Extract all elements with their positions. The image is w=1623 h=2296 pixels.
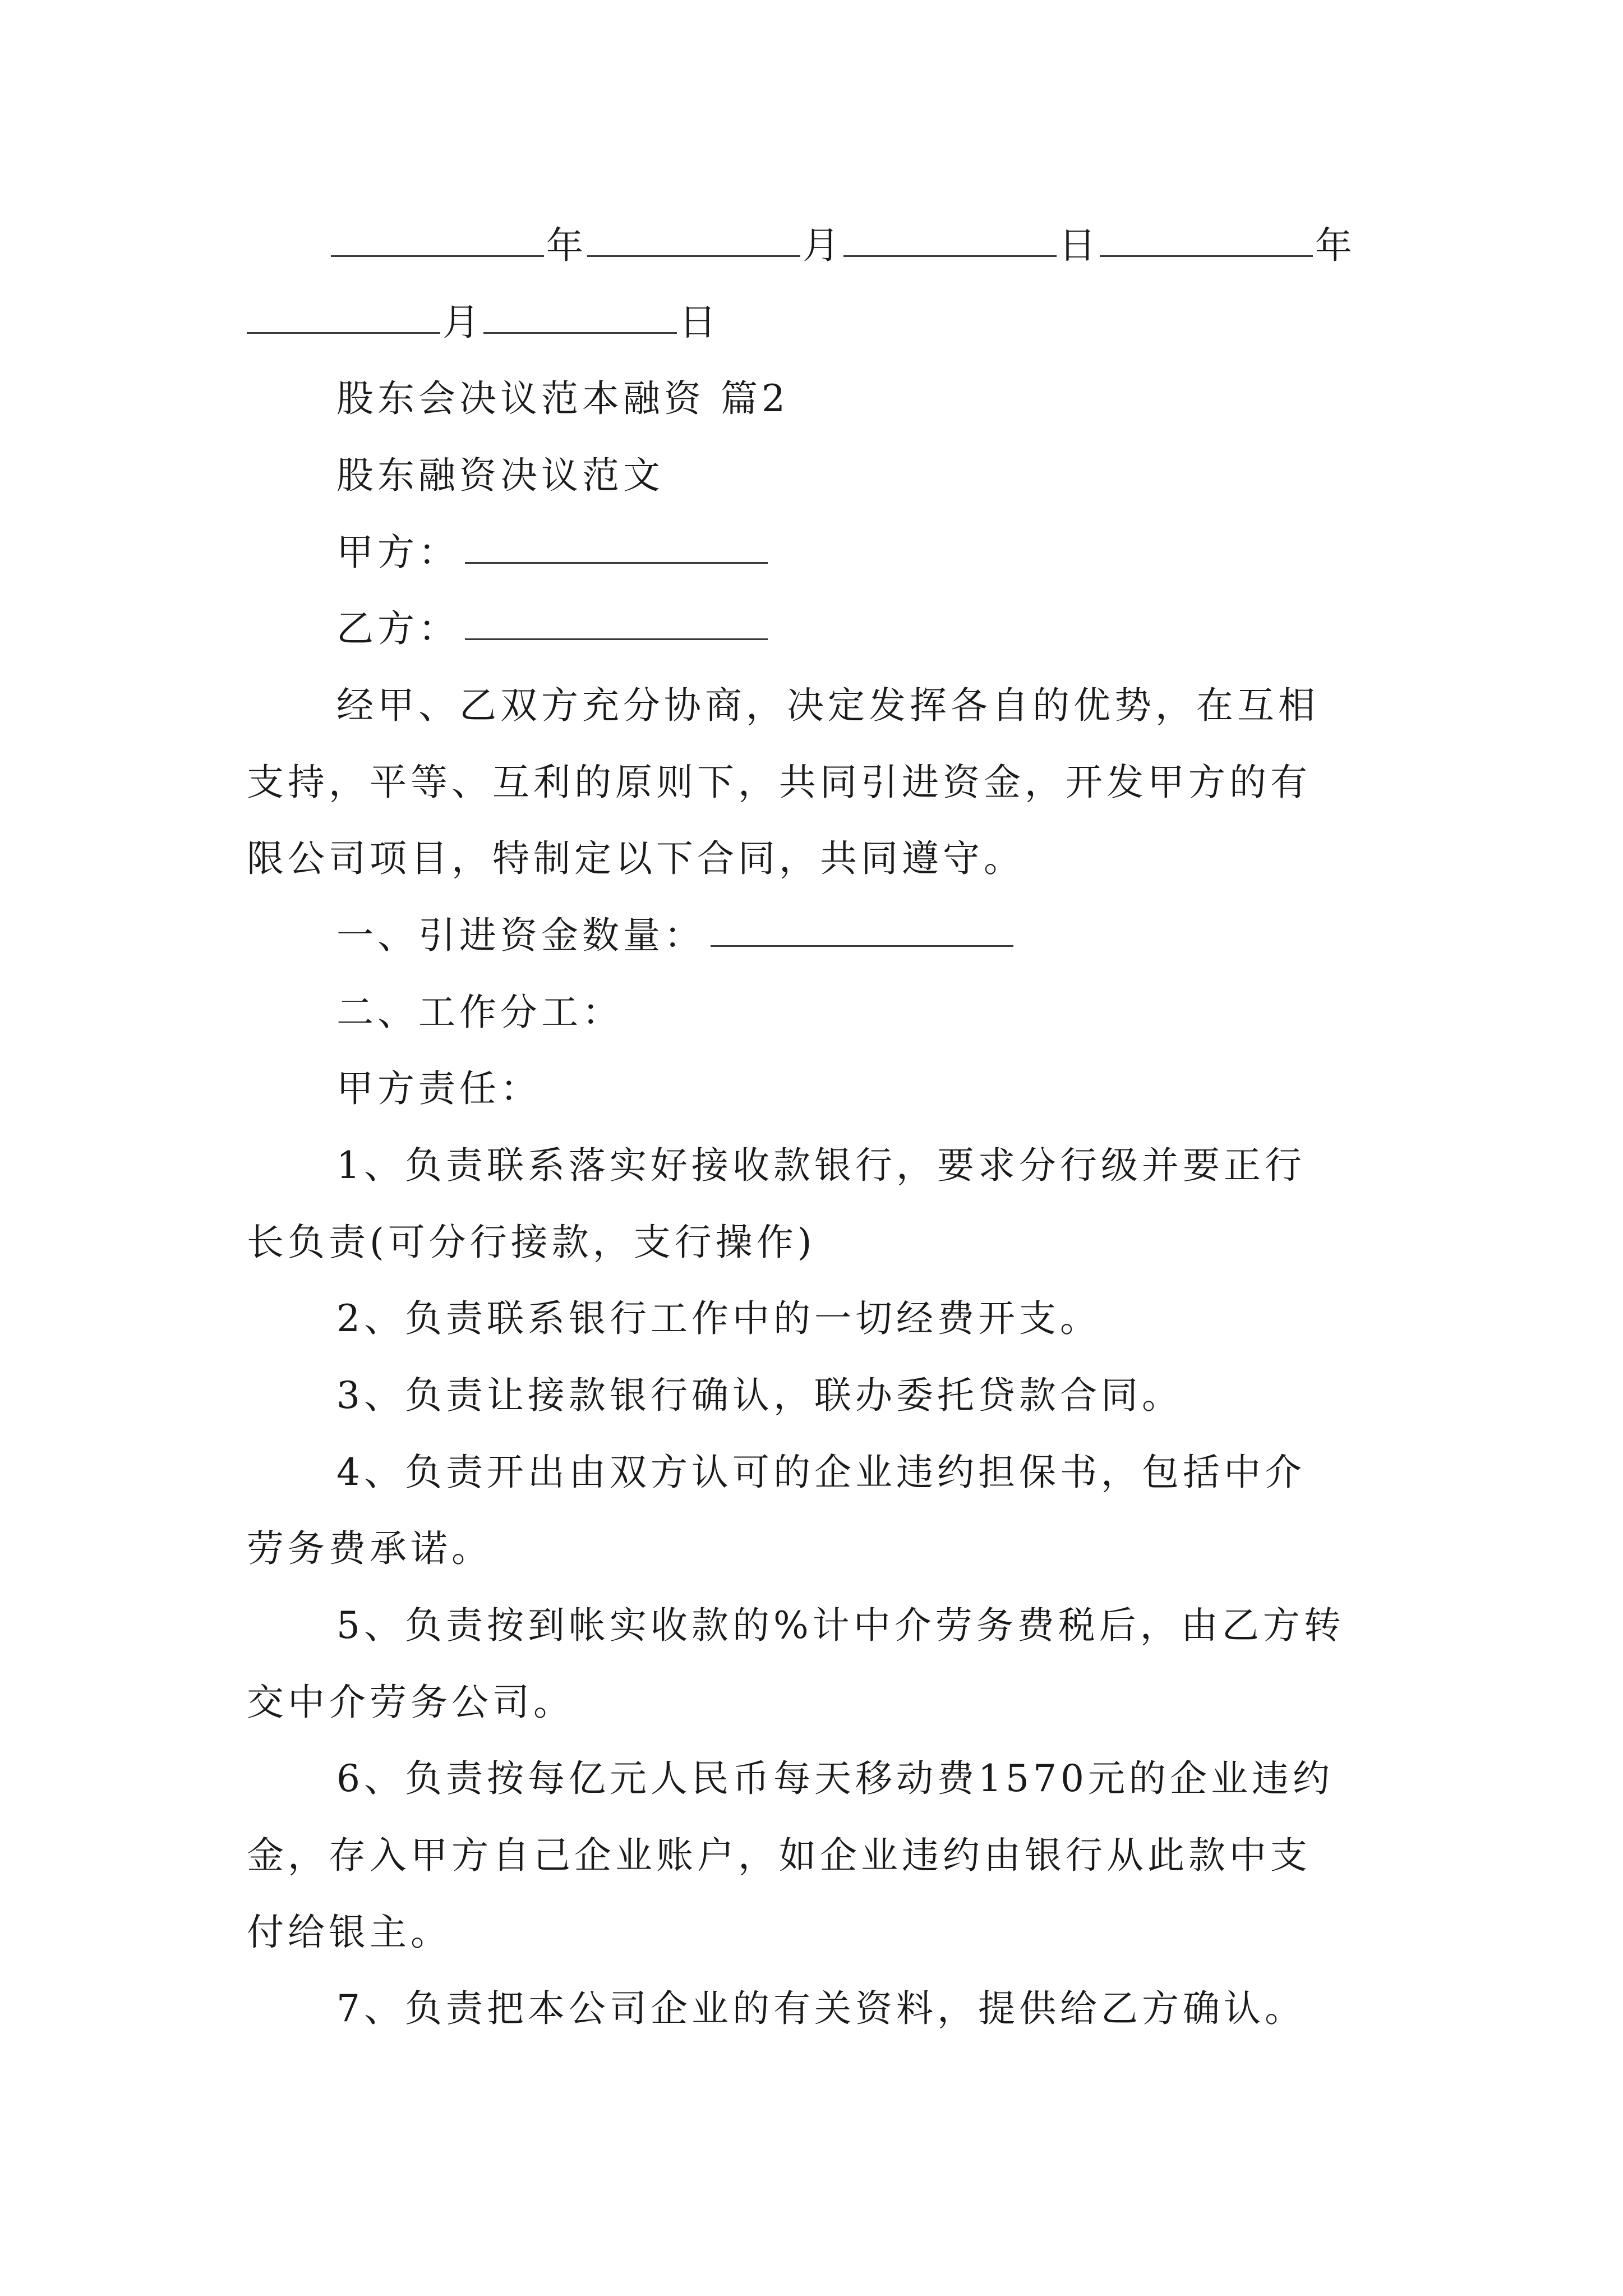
item-1-line-1: 1、负责联系落实好接收款银行，要求分行级并要正行 xyxy=(336,1144,1306,1187)
month-blank-1[interactable] xyxy=(587,255,800,257)
item-5-line-1: 5、负责按到帐实收款的%计中介劳务费税后，由乙方转 xyxy=(336,1604,1345,1647)
item-6-line-2: 金，存入甲方自己企业账户，如企业违约由银行从此款中支 xyxy=(247,1834,1311,1877)
item-6-line-3: 付给银主。 xyxy=(247,1911,451,1954)
item-7-line-1: 7、负责把本公司企业的有关资料，提供给乙方确认。 xyxy=(336,1987,1306,2030)
party-a-line xyxy=(336,531,768,574)
section-1-line xyxy=(336,914,1013,957)
section-1-label: 一、引进资金数量： xyxy=(336,914,705,957)
document-title: 股东融资决议范文 xyxy=(336,454,664,497)
section-heading: 股东会决议范本融资 篇2 xyxy=(336,377,789,420)
party-a-label: 甲方： xyxy=(336,531,459,574)
month-label-2: 月 xyxy=(442,301,483,344)
item-6-line-1: 6、负责按每亿元人民币每天移动费1570元的企业违约 xyxy=(336,1757,1334,1800)
year-blank-1[interactable] xyxy=(331,255,544,257)
year-label-1: 年 xyxy=(546,224,587,267)
date-line-1 xyxy=(331,224,1356,267)
year-blank-2[interactable] xyxy=(1100,255,1313,257)
funding-amount-blank[interactable] xyxy=(711,945,1013,947)
item-1-line-2: 长负责(可分行接款，支行操作) xyxy=(247,1221,816,1264)
day-label-1: 日 xyxy=(1059,224,1100,267)
intro-line-1: 经甲、乙双方充分协商，决定发挥各自的优势，在互相 xyxy=(336,684,1319,727)
item-3-line-1: 3、负责让接款银行确认，联办委托贷款合同。 xyxy=(336,1374,1183,1417)
year-label-2: 年 xyxy=(1315,224,1356,267)
section-2-label: 二、工作分工： xyxy=(336,991,623,1034)
party-b-line xyxy=(336,607,768,650)
day-label-2: 日 xyxy=(679,301,720,344)
intro-line-2: 支持，平等、互利的原则下，共同引进资金，开发甲方的有 xyxy=(247,761,1311,804)
day-blank-2[interactable] xyxy=(483,332,677,334)
item-2-line-1: 2、负责联系银行工作中的一切经费开支。 xyxy=(336,1297,1101,1340)
party-a-blank[interactable] xyxy=(465,562,768,564)
item-5-line-2: 交中介劳务公司。 xyxy=(247,1681,574,1724)
day-blank-1[interactable] xyxy=(843,255,1057,257)
item-4-line-2: 劳务费承诺。 xyxy=(247,1527,492,1570)
intro-line-3: 限公司项目，特制定以下合同，共同遵守。 xyxy=(247,837,1025,880)
date-line-2 xyxy=(247,301,720,344)
party-a-duties-title: 甲方责任： xyxy=(336,1067,541,1110)
month-label-1: 月 xyxy=(803,224,843,267)
item-4-line-1: 4、负责开出由双方认可的企业违约担保书，包括中介 xyxy=(336,1451,1306,1494)
party-b-blank[interactable] xyxy=(465,638,768,640)
month-blank-2[interactable] xyxy=(247,332,440,334)
party-b-label: 乙方： xyxy=(336,607,459,650)
